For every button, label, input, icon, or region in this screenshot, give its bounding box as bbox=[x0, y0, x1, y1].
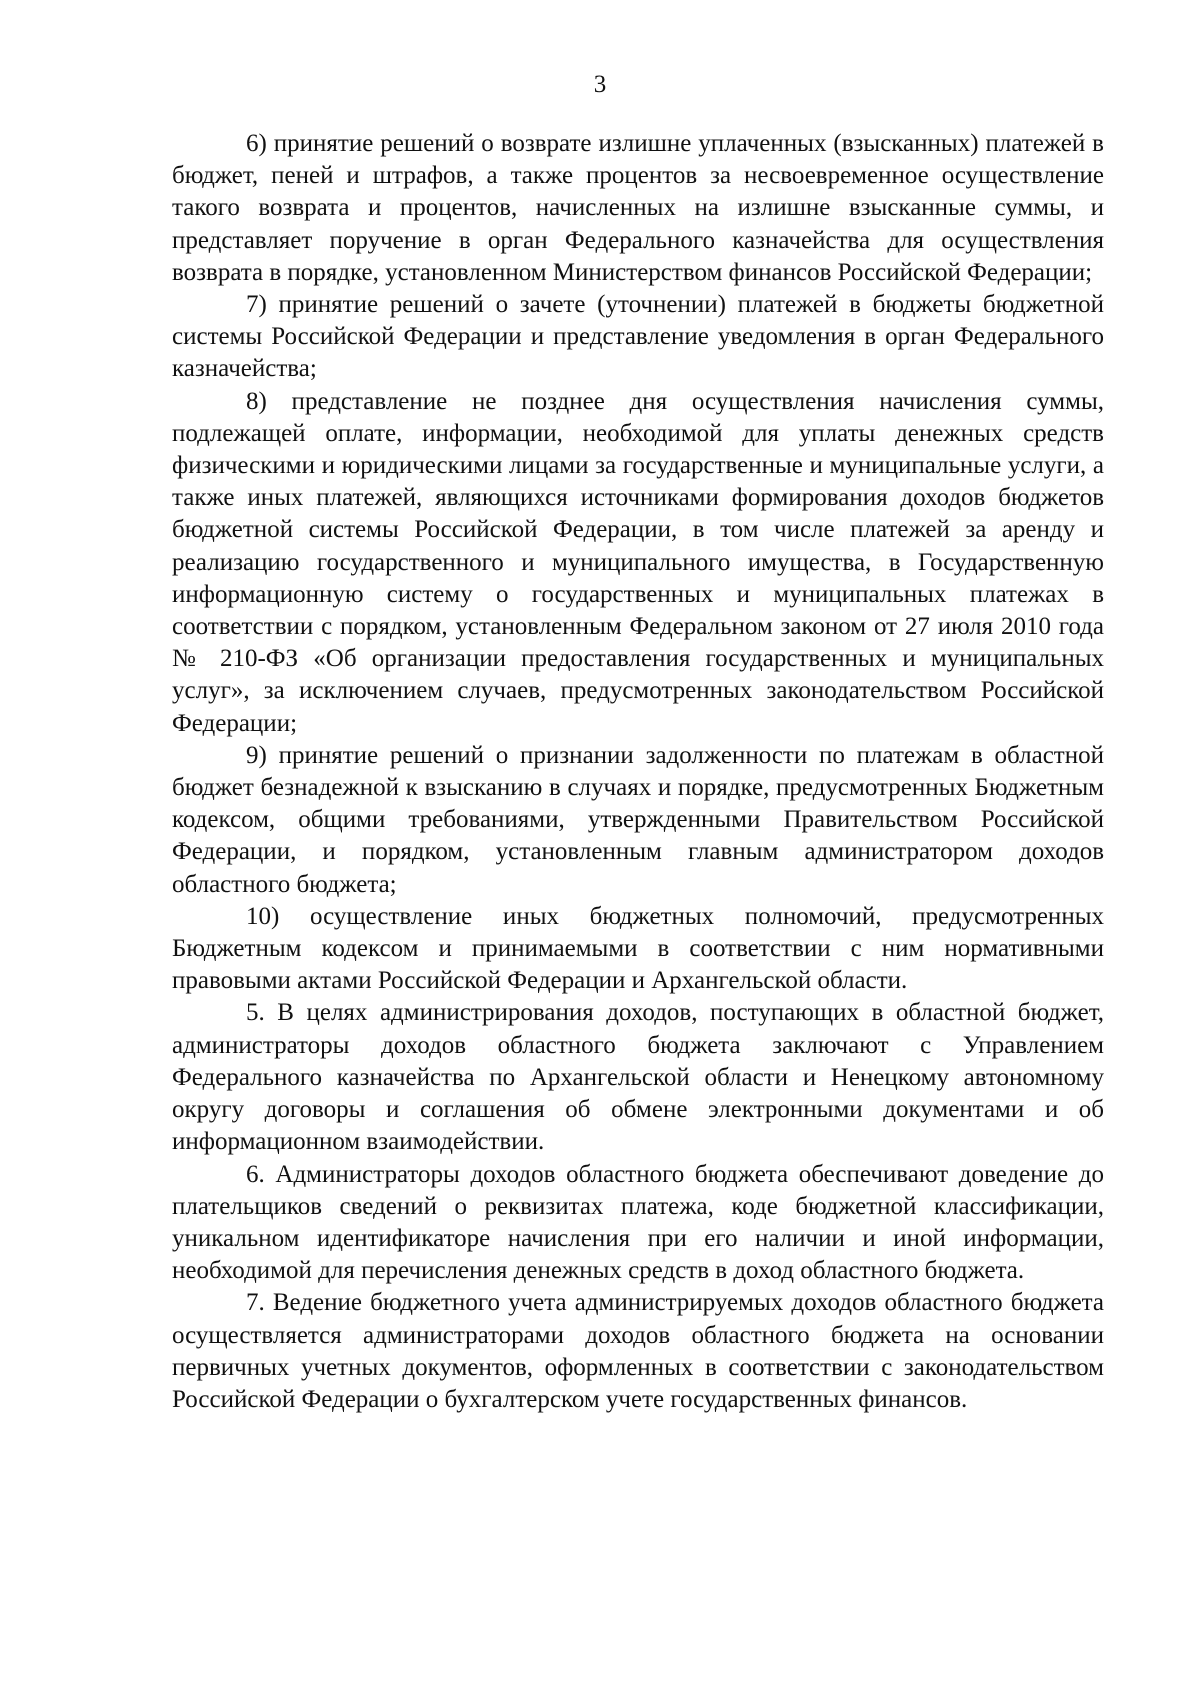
page-number: 3 bbox=[593, 71, 607, 98]
paragraph-section-5: 5. В целях администрирования доходов, поступающих в областной бюджет, администраторы доходов областного бюджета заключают с Управлением Федерального казначейства по Архангельской области и Ненецкому автономному округу договоры и соглашения об обмене электронными документами и об информационном взаимодействии. bbox=[172, 999, 1104, 1156]
document-body bbox=[172, 128, 1104, 1416]
paragraph-item-8: 8) представление не позднее дня осуществления начисления суммы, подлежащей оплате, информации, необходимой для уплаты денежных средств физическими и юридическими лицами за государственные и муниципальные услуги, а также иных платежей, являющихся источниками формирования доходов бюджетов бюджетной системы Российской Федерации, в том числе платежей за аренду и реализацию государственного и муниципального имущества, в Государственную информационную систему о государственных и муниципальных платежах в соответствии с порядком, установленным Федеральном законом от 27 июля 2010 года № 210-ФЗ «Об организации предоставления государственных и муниципальных услуг», за исключением случаев, предусмотренных законодательством Российской Федерации; bbox=[172, 387, 1104, 737]
paragraph-section-7: 7. Ведение бюджетного учета администрируемых доходов областного бюджета осуществляется администраторами доходов областного бюджета на основании первичных учетных документов, оформленных в соответствии с законодательством Российской Федерации о бухгалтерском учете государственных финансов. bbox=[172, 1289, 1104, 1413]
paragraph-item-7: 7) принятие решений о зачете (уточнении) платежей в бюджеты бюджетной системы Российской Федерации и представление уведомления в орган Федерального казначейства; bbox=[172, 291, 1104, 383]
paragraph-section-6: 6. Администраторы доходов областного бюджета обеспечивают доведение до плательщиков сведений о реквизитах платежа, коде бюджетной классификации, уникальном идентификаторе начисления при его наличии и иной информации, необходимой для перечисления денежных средств в доход областного бюджета. bbox=[172, 1160, 1104, 1285]
paragraph-item-10: 10) осуществление иных бюджетных полномочий, предусмотренных Бюджетным кодексом и принимаемыми в соответствии с ним нормативными правовыми актами Российской Федерации и Архангельской области. bbox=[172, 902, 1104, 995]
paragraph-item-6: 6) принятие решений о возврате излишне уплаченных (взысканных) платежей в бюджет, пеней и штрафов, а также процентов за несвоевременное осуществление такого возврата и процентов, начисленных на излишне взысканные суммы, и представляет поручение в орган Федерального казначейства для осуществления возврата в порядке, установленном Министерством финансов Российской Федерации; bbox=[172, 130, 1104, 286]
paragraph-item-9: 9) принятие решений о признании задолженности по платежам в областной бюджет безнадежной к взысканию в случаях и порядке, предусмотренных Бюджетным кодексом, общими требованиями, утвержденными Правительством Российской Федерации, и порядком, установленным главным администратором доходов областного бюджета; bbox=[172, 741, 1104, 898]
